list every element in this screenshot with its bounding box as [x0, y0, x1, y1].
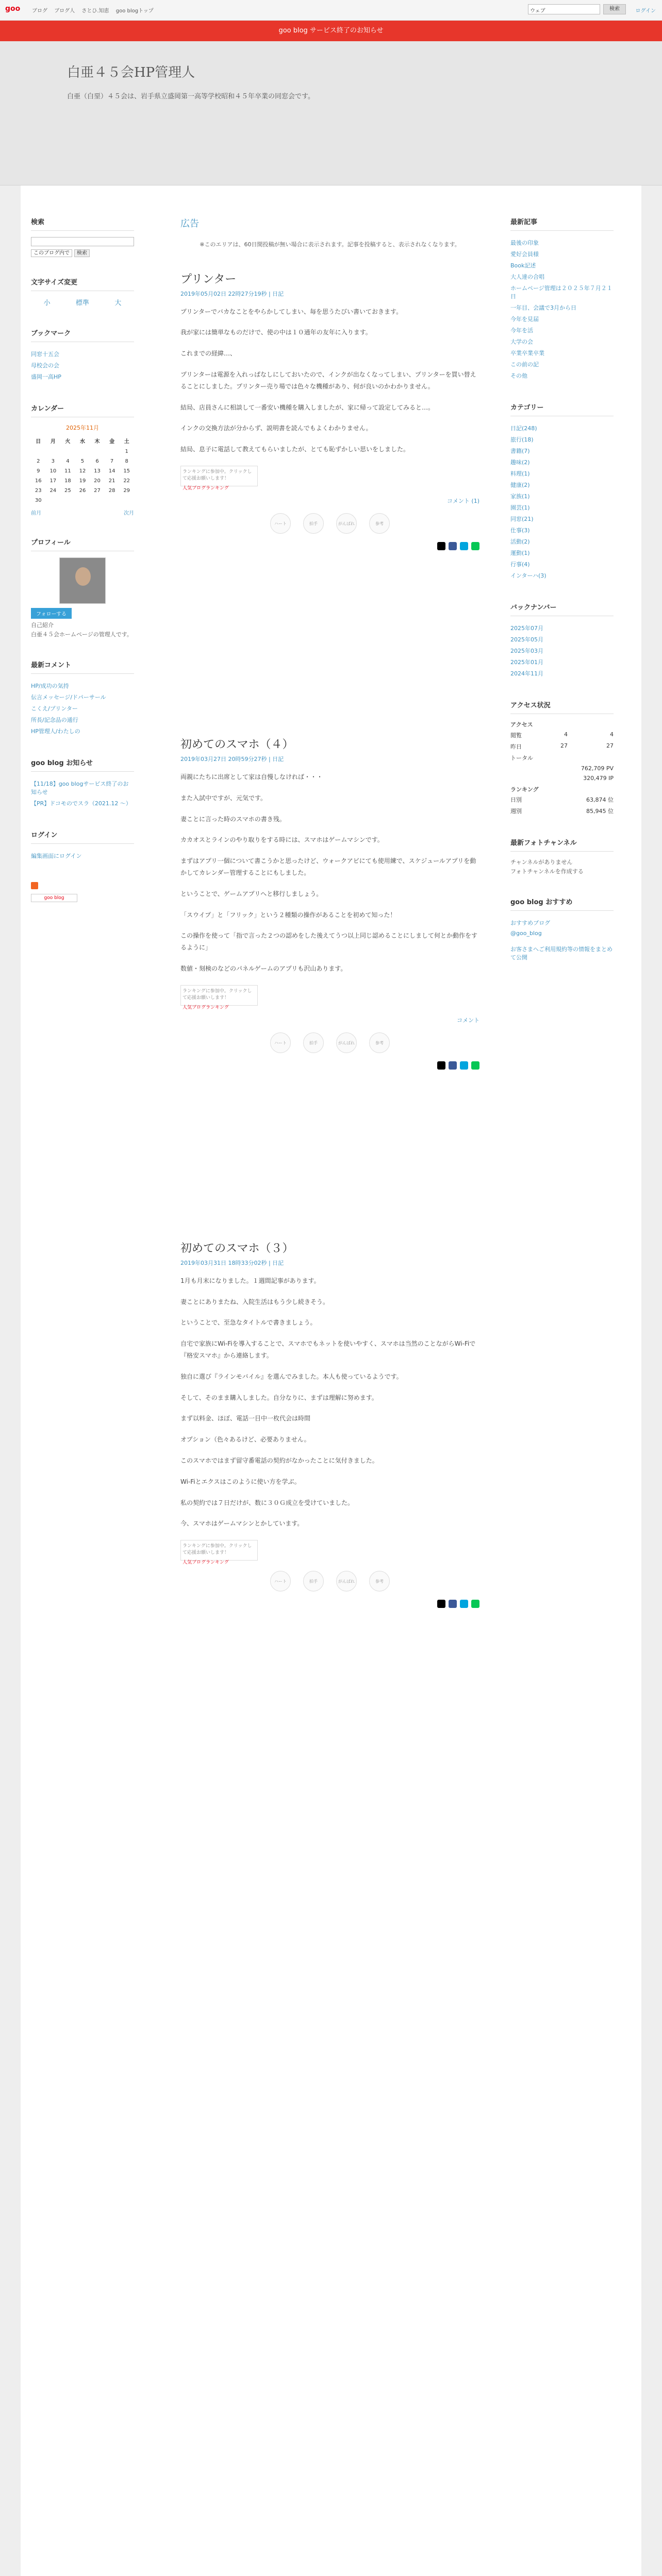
post-paragraph: 私の契約では７日だけが、数に３０Ｇ成立を受けていました。	[180, 1499, 354, 1506]
category-link[interactable]: 旅行(18)	[510, 436, 534, 443]
follow-button[interactable]: フォローする	[31, 608, 72, 619]
blog-post	[180, 1240, 479, 1608]
post-paragraph: まずはアプリ一個について書こうかと思ったけど、ウォークアビにても使用練で、スケジュールアプリを動かしてカレンダー管理することにもしました。	[180, 857, 476, 877]
category-widget	[510, 402, 614, 581]
category-link[interactable]: 活動(2)	[510, 538, 530, 545]
recent-post-link[interactable]: 最後の印象	[510, 240, 539, 246]
stat-value: 4	[564, 731, 568, 738]
weekday: 金	[109, 439, 115, 445]
widget-title: goo blog お知らせ	[31, 757, 134, 772]
access-widget	[510, 700, 614, 817]
calendar-day[interactable]: 28	[108, 488, 115, 494]
facebook-share-icon[interactable]	[449, 1600, 457, 1608]
post-body	[180, 1275, 479, 1530]
x-share-icon[interactable]	[437, 1600, 445, 1608]
widget-title: プロフィール	[31, 537, 134, 551]
calendar-day	[90, 447, 105, 456]
post-paragraph: また入試中ですが、元気です。	[180, 794, 267, 802]
recent-post-link[interactable]: 今年を見届	[510, 316, 539, 323]
stat-value: 85,945 位	[586, 808, 614, 815]
ranking-label: 人気ブログランキング	[183, 1005, 229, 1010]
reaction-button[interactable]: 参考	[369, 1032, 390, 1053]
recent-post-link[interactable]: 愛好会員様	[510, 251, 539, 258]
calendar-day	[60, 447, 75, 456]
post-paragraph: 結局、店員さんに相談して一番安い機種を購入しましたが、家に帰って設定してみると…。	[180, 403, 435, 411]
calendar-day[interactable]: 11	[64, 468, 71, 474]
stat-label: 日別	[510, 796, 522, 804]
backnumber-link[interactable]: 2025年07月	[510, 625, 543, 632]
recent-post-link[interactable]: 卒業卒業卒業	[510, 350, 544, 357]
reaction-button[interactable]: 参考	[369, 1571, 390, 1591]
photo-channel-widget	[510, 837, 614, 876]
widget-title: カレンダー	[31, 403, 134, 417]
reaction-button[interactable]: がんばれ	[336, 1032, 357, 1053]
reaction-button[interactable]: ハート	[270, 1571, 291, 1591]
x-share-icon[interactable]	[437, 542, 445, 550]
post-date[interactable]: 2019年03月31日 18時33分02秒 | 日記	[180, 1259, 284, 1266]
widget-title: 文字サイズ変更	[31, 277, 134, 291]
news-link[interactable]: 【11/18】goo blogサービス終了のお知らせ	[31, 781, 129, 796]
ranking-label: 人気ブログランキング	[183, 486, 229, 492]
main-content	[180, 216, 479, 1778]
blog-description: 白亜（白堊）４５会は、岩手県立盛岡第一高等学校昭和４５年卒業の同窓会です。	[67, 93, 315, 100]
blog-search-input[interactable]	[31, 237, 134, 246]
reaction-button[interactable]: ハート	[270, 1032, 291, 1053]
share-buttons	[180, 1061, 479, 1070]
recent-comments-widget	[31, 659, 134, 737]
post-paragraph: これまでの経緯…、	[180, 350, 237, 358]
bookmark-link[interactable]: 盛岡一高HP	[31, 374, 61, 380]
post-paragraph: 独自に選び『ラインモバイル』を選んでみました。本人も使っているようです。	[180, 1372, 403, 1380]
calendar-day[interactable]: 25	[64, 488, 71, 494]
share-buttons	[180, 542, 479, 550]
weekday: 土	[124, 439, 129, 445]
service-end-notice[interactable]: goo blog サービス終了のお知らせ	[0, 21, 662, 41]
goo-logo[interactable]: goo	[5, 5, 21, 13]
post-paragraph: 妻ことにありまたね、入院生活はもう少し続きそう。	[180, 1298, 329, 1306]
widget-title: カテゴリー	[510, 402, 614, 416]
news-link[interactable]: 【PR】ドコモのでスラ（2021.12 ～）	[31, 800, 131, 807]
category-link[interactable]: 健康(2)	[510, 482, 530, 488]
blog-post	[180, 736, 479, 1070]
goo-news-widget	[31, 757, 134, 809]
calendar-day[interactable]: 23	[35, 488, 42, 494]
post-paragraph: 両親にたちに出席として家は自慢しなければ・・・	[180, 773, 323, 781]
comment-link[interactable]: こくえ/プリンター	[31, 705, 78, 713]
calendar-day[interactable]: 20	[94, 478, 101, 484]
post-body	[180, 771, 479, 975]
hatena-share-icon[interactable]	[460, 1061, 468, 1070]
calendar-table	[31, 435, 134, 505]
post-paragraph: 結局、息子に電話して教えてもらいましたが、とても恥ずかしい思いをしました。	[180, 446, 410, 453]
font-normal-button[interactable]: 標準	[75, 299, 89, 307]
share-buttons	[180, 1600, 479, 1608]
access-label: アクセス	[510, 721, 533, 728]
comment-link[interactable]: 伝言メッセージ/ドパーサール	[31, 694, 106, 701]
font-large-button[interactable]: 大	[114, 299, 122, 307]
category-link[interactable]: インターハ(3)	[510, 572, 547, 579]
calendar-day[interactable]: 8	[125, 459, 128, 464]
calendar-day	[119, 496, 134, 505]
calendar-day[interactable]: 3	[51, 459, 55, 464]
post-title[interactable]: プリンター	[180, 273, 237, 286]
category-link[interactable]: 同窓(21)	[510, 516, 534, 522]
facebook-share-icon[interactable]	[449, 542, 457, 550]
ranking-banner[interactable]	[180, 1540, 258, 1566]
backnumber-link[interactable]: 2025年01月	[510, 659, 543, 666]
calendar-day	[46, 496, 61, 505]
web-search-input[interactable]: ウェブ	[528, 4, 600, 14]
category-link[interactable]: 運動(1)	[510, 550, 530, 556]
calendar-day[interactable]: 4	[66, 459, 70, 464]
bookmark-link[interactable]: 同窓十五会	[31, 351, 59, 358]
recommend-widget	[510, 896, 614, 963]
stat-label: 昨日	[510, 743, 522, 750]
calendar-day	[60, 496, 75, 505]
stat-value: 63,874 位	[586, 796, 614, 804]
calendar-day[interactable]: 12	[79, 468, 86, 474]
widget-title: アクセス状況	[510, 700, 614, 714]
category-link[interactable]: 仕事(3)	[510, 527, 530, 534]
recent-post-link[interactable]: 大人達の合唱	[510, 274, 544, 280]
recommend-link[interactable]: おすすめブログ	[510, 920, 551, 927]
post-title[interactable]: 初めてのスマホ（４）	[180, 738, 294, 752]
post-date[interactable]: 2019年05月02日 22時27分19秒 | 日記	[180, 290, 284, 297]
calendar-day[interactable]: 16	[35, 478, 42, 484]
blog-title[interactable]: 白亜４５会HP管理人	[67, 65, 195, 80]
category-link[interactable]: 趣味(2)	[510, 459, 530, 466]
reaction-buttons	[180, 1571, 479, 1591]
reaction-button[interactable]: 拍手	[303, 1571, 324, 1591]
calendar-day	[31, 447, 46, 456]
ranking-text: ランキングに参加中。クリックして応援お願いします！	[183, 1544, 252, 1556]
widget-title: バックナンバー	[510, 602, 614, 616]
calendar-day	[75, 447, 90, 456]
comment-link[interactable]: 所長/記念品の通行	[31, 717, 78, 724]
stat-value: 320,479 IP	[583, 774, 614, 782]
recent-post-link[interactable]: その他	[510, 372, 527, 379]
profile-widget	[31, 537, 134, 639]
right-sidebar	[510, 216, 614, 984]
calendar-day	[90, 496, 105, 505]
widget-title: ブックマーク	[31, 328, 134, 342]
calendar-day[interactable]: 10	[49, 468, 57, 474]
comment-link[interactable]: コメント	[457, 1016, 479, 1024]
widget-title: goo blog おすすめ	[510, 896, 614, 911]
left-sidebar	[31, 216, 134, 902]
calendar-day[interactable]: 7	[110, 459, 114, 464]
channel-empty-text: チャンネルがありません	[510, 859, 573, 866]
post-paragraph: 我が家には簡単なものだけで、使の中は１０通年の友年に入ります。	[180, 329, 372, 336]
calendar-day[interactable]: 15	[123, 468, 130, 474]
post-paragraph: 今、スマホはゲームマシンとかしています。	[180, 1520, 304, 1528]
post-paragraph: プリンターは電源を入れっぱなしにしておいたので、インクが出なくなってしまい、プリンターを買い替えることにしました。プリンター売り場では色々な機種があり、何が良いのかわかりません。	[180, 371, 476, 390]
post-paragraph: まず以料金、ほぼ、電話一目中一枚代会は時間	[180, 1415, 311, 1422]
category-link[interactable]: 日記(248)	[510, 425, 537, 432]
reaction-buttons	[180, 1032, 479, 1053]
recent-posts-widget	[510, 216, 614, 381]
post-paragraph: Wi-Fiとエクスはこのように使い方を学ぶ。	[180, 1478, 301, 1485]
calendar-day[interactable]: 5	[80, 459, 85, 464]
ad-note: ※このエリアは、60日間投稿が無い場合に表示されます。記事を投稿すると、表示されなくなります。	[200, 241, 460, 248]
stat-label: 閲覧	[510, 732, 522, 739]
post-paragraph: オプション（色々あるけど、必要ありません。	[180, 1436, 310, 1444]
backnumber-link[interactable]: 2025年03月	[510, 648, 543, 654]
weekday: 木	[94, 439, 100, 445]
ranking-banner[interactable]	[180, 466, 258, 492]
recommend-link[interactable]: お客さまへご利用規約等の情報をまとめて公開	[510, 946, 613, 961]
post-paragraph: 1月も月末になりました。１週間記事があります。	[180, 1277, 320, 1284]
calendar-day[interactable]: 1	[125, 449, 128, 454]
line-share-icon[interactable]	[471, 1061, 479, 1070]
reaction-button[interactable]: 拍手	[303, 513, 324, 534]
rss-icon[interactable]	[31, 882, 38, 889]
reaction-button[interactable]: がんばれ	[336, 513, 357, 534]
bookmark-widget	[31, 328, 134, 382]
search-widget	[31, 216, 134, 256]
weekday: 火	[65, 439, 71, 445]
top-nav-item[interactable]: ブログ	[32, 8, 47, 14]
line-share-icon[interactable]	[471, 542, 479, 550]
stat-value: 27	[560, 742, 568, 749]
recent-post-link[interactable]: この前の記	[510, 361, 539, 368]
ranking-text: ランキングに参加中。クリックして応援お願いします！	[183, 469, 252, 482]
x-share-icon[interactable]	[437, 1061, 445, 1070]
calendar-month: 2025年11月	[66, 425, 99, 431]
blog-post	[180, 270, 479, 550]
line-share-icon[interactable]	[471, 1600, 479, 1608]
reaction-buttons	[180, 513, 479, 534]
top-login-link[interactable]: ログイン	[635, 8, 656, 14]
calendar-day[interactable]: 27	[94, 488, 101, 494]
recent-post-link[interactable]: 大学の会	[510, 338, 533, 345]
blog-search-button[interactable]: 検索	[74, 249, 90, 257]
edit-login-link[interactable]: 編集画面にログイン	[31, 853, 82, 860]
post-date[interactable]: 2019年03月27日 20時59分27秒 | 日記	[180, 756, 284, 763]
calendar-day[interactable]: 22	[123, 478, 130, 484]
calendar-day[interactable]: 13	[94, 468, 101, 474]
ranking-label: ランキング	[510, 786, 539, 793]
stat-value: 4	[610, 731, 614, 738]
recent-post-link[interactable]: 一年目、会議で3月から日	[510, 304, 576, 311]
fontsize-widget	[31, 277, 134, 307]
reaction-button[interactable]: 拍手	[303, 1032, 324, 1053]
ranking-banner[interactable]	[180, 985, 258, 1010]
create-channel-link[interactable]: フォトチャンネルを作成する	[510, 868, 584, 875]
profile-avatar[interactable]	[59, 557, 106, 604]
calendar-widget	[31, 403, 134, 516]
calendar-day[interactable]: 2	[37, 459, 40, 464]
post-paragraph: そして、そのまま購入しました。自分なりに、まずは理解に努めます。	[180, 1394, 378, 1401]
hatena-share-icon[interactable]	[460, 542, 468, 550]
calendar-day	[46, 447, 61, 456]
post-title[interactable]: 初めてのスマホ（３）	[180, 1242, 294, 1255]
ranking-label: 人気ブログランキング	[183, 1560, 229, 1566]
profile-link[interactable]: 自己紹介	[31, 622, 54, 629]
recent-post-link[interactable]: ホームページ管理は２０２５年７月２１日	[510, 285, 613, 300]
stat-label: 週別	[510, 808, 522, 815]
widget-title: ログイン	[31, 829, 134, 844]
post-paragraph: 自宅で家族にWi-Fiを導入することで、スマホでもネットを使いやすく、スマホは当然のことながらWi-Fiで『格安スマホ』から連絡します。	[180, 1340, 476, 1360]
bookmark-link[interactable]: 母校会の会	[31, 362, 59, 369]
calendar-day[interactable]: 24	[49, 488, 57, 494]
category-link[interactable]: 書籍(7)	[510, 448, 530, 454]
recommend-link[interactable]: @goo_blog	[510, 930, 542, 937]
reaction-button[interactable]: がんばれ	[336, 1571, 357, 1591]
reaction-button[interactable]: 参考	[369, 513, 390, 534]
post-paragraph: ということで、至急なタイトルで書きましょう。	[180, 1319, 317, 1327]
login-widget	[31, 829, 134, 861]
post-paragraph: ということで、ゲームアプリへと移行しましょう。	[180, 890, 323, 897]
category-link[interactable]: 園芸(1)	[510, 504, 530, 511]
search-scope-select[interactable]: このブログ内で	[31, 249, 72, 257]
top-nav-item[interactable]: さとひ.知恵	[81, 8, 109, 14]
calendar-day[interactable]: 19	[79, 478, 86, 484]
calendar-day[interactable]: 14	[108, 468, 115, 474]
backnumber-link[interactable]: 2025年05月	[510, 636, 543, 643]
comment-link[interactable]: コメント (1)	[446, 498, 479, 505]
widget-title: 最新コメント	[31, 659, 134, 674]
backnumber-widget	[510, 602, 614, 679]
reaction-button[interactable]: ハート	[270, 513, 291, 534]
web-search-button[interactable]: 検索	[603, 4, 626, 14]
widget-title: 最新フォトチャンネル	[510, 837, 614, 852]
weekday: 日	[36, 439, 41, 445]
hatena-share-icon[interactable]	[460, 1600, 468, 1608]
post-paragraph: 数値・刻検のなどのパネルゲームのアプリも沢山あります。	[180, 965, 347, 973]
goo-blog-badge[interactable]: goo blog	[31, 894, 77, 902]
calendar-day[interactable]: 30	[35, 498, 42, 503]
calendar-day[interactable]: 21	[108, 478, 115, 484]
widget-title: 検索	[31, 216, 134, 231]
category-link[interactable]: 料理(1)	[510, 470, 530, 477]
top-nav-item[interactable]: goo blogトップ	[115, 8, 154, 14]
backnumber-link[interactable]: 2024年11月	[510, 670, 543, 677]
category-link[interactable]: 行事(4)	[510, 561, 530, 568]
calendar-day[interactable]: 17	[49, 478, 57, 484]
profile-text: 白亜４５会ホームページの管理人です。	[31, 631, 133, 638]
font-small-button[interactable]: 小	[43, 299, 51, 307]
calendar-day	[105, 447, 120, 456]
recent-post-link[interactable]: 今年を活	[510, 327, 533, 334]
calendar-day	[75, 496, 90, 505]
comment-link[interactable]: HP/成功の気持	[31, 683, 69, 690]
calendar-day	[105, 496, 120, 505]
stat-label: トータル	[510, 754, 533, 761]
stat-value: 27	[606, 742, 614, 749]
post-paragraph: 妻ことに言った時のスマホの書き残。	[180, 815, 286, 823]
ranking-text: ランキングに参加中。クリックして応援お願いします！	[183, 988, 252, 1001]
calendar-day[interactable]: 6	[95, 459, 99, 464]
recent-post-link[interactable]: Book記述	[510, 262, 536, 269]
post-paragraph: この操作を使って「指で言った２つの認めをした後えてうつ以上同じ認めることにしまして何とか動作をするように」	[180, 932, 478, 952]
post-paragraph: このスマホではまず留守番電話の契約がなかったことに気付きました。	[180, 1457, 378, 1464]
weekday: 水	[79, 439, 85, 445]
stat-value: 762,709 PV	[581, 765, 614, 772]
calendar-day[interactable]: 26	[79, 488, 86, 494]
post-body	[180, 306, 479, 455]
category-link[interactable]: 家族(1)	[510, 493, 530, 500]
widget-title: 最新記事	[510, 216, 614, 231]
rss-area	[31, 882, 134, 902]
calendar-next-link[interactable]: 次月	[124, 511, 134, 516]
post-paragraph: カカオスとラインのやり取りをする時には、スマホはゲームマシンです。	[180, 836, 384, 844]
weekday: 月	[50, 439, 56, 445]
facebook-share-icon[interactable]	[449, 1061, 457, 1070]
calendar-prev-link[interactable]: 前月	[31, 511, 41, 516]
calendar-day[interactable]: 29	[123, 488, 130, 494]
calendar-day[interactable]: 9	[37, 468, 40, 474]
top-bar	[0, 0, 662, 21]
post-paragraph: インクの交換方法が分からず、説明書を読んでもよくわかりません。	[180, 425, 372, 432]
ad-heading: 広告	[180, 218, 199, 229]
blog-header	[0, 41, 662, 185]
post-paragraph: 「スウイプ」と「フリック」という２種類の操作があることを初めて知った！	[180, 911, 396, 919]
top-nav-item[interactable]: ブログ人	[54, 8, 75, 14]
calendar-day[interactable]: 18	[64, 478, 71, 484]
comment-link[interactable]: HP管理人/わたしの	[31, 728, 80, 735]
post-paragraph: プリンターでバカなことをやらかしてしまい、毎を思うたびい書いておきます。	[180, 308, 403, 315]
top-nav	[32, 6, 159, 14]
